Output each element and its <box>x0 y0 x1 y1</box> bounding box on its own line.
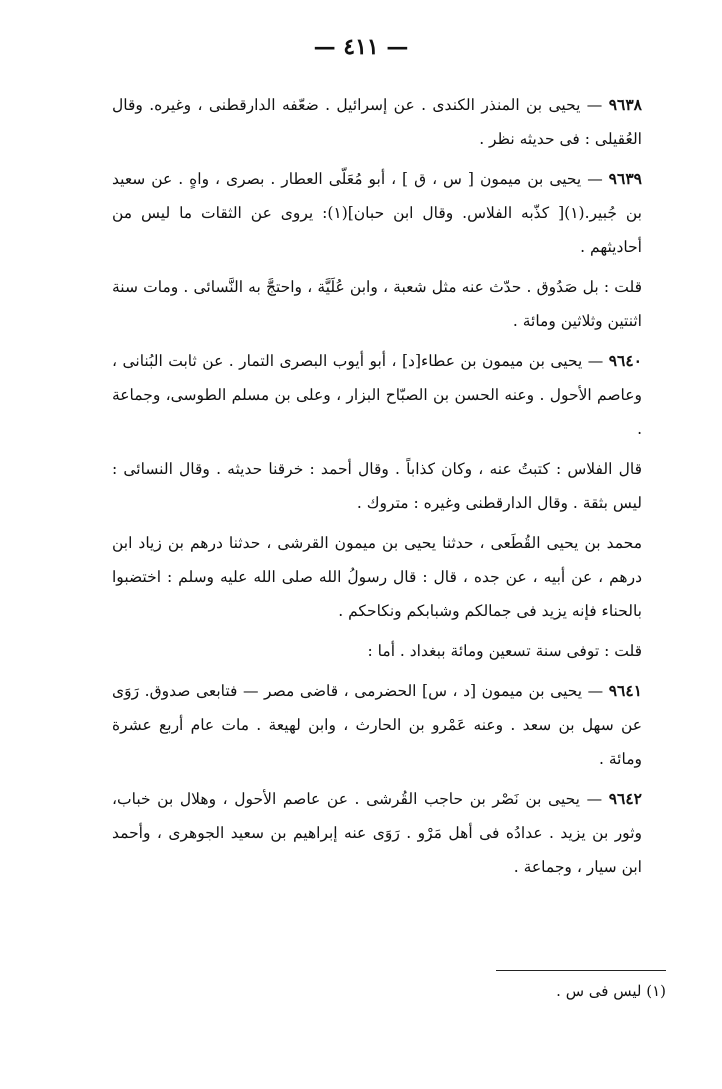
page-number: — ٤١١ — <box>313 34 409 60</box>
entry-text: — يحيى بن نَصْر بن حاجب القُرشى . عن عاصم الأحول ، وهلال بن خباب، وثور بن يزيد . عدادُه فى أهل مَرْو . رَوَى عنه إبراهيم بن سعيد الجوهرى ، وأحمد ابن سيار ، وجماعة . <box>112 790 642 876</box>
entry-9639 <box>112 162 642 264</box>
entry-text: — يحيى بن المنذر الكندى . عن إسرائيل . ضعّفه الدارقطنى ، وغيره. وقال العُقيلى : فى حديثه نظر . <box>112 96 642 148</box>
page-body <box>112 88 642 890</box>
entry-number: ٩٦٤٠ <box>608 351 642 370</box>
comment-paragraph <box>112 634 642 668</box>
quote-paragraph <box>112 452 642 520</box>
entry-text: — يحيى بن ميمون بن عطاء[د] ، أبو أيوب البصرى التمار . عن ثابت البُنانى ، وعاصم الأحول . وعنه الحسن بن الصبّاح البزار ، وعلى بن مسلم الطوسى، وجماعة . <box>112 352 642 438</box>
entry-9642 <box>112 782 642 884</box>
entry-number: ٩٦٤٢ <box>608 789 642 808</box>
comment-paragraph <box>112 270 642 338</box>
entry-number: ٩٦٤١ <box>608 681 642 700</box>
entry-9638 <box>112 88 642 156</box>
entry-number: ٩٦٣٩ <box>608 169 642 188</box>
footnote: (١) ليس فى س . <box>556 982 666 1000</box>
entry-9640 <box>112 344 642 446</box>
entry-number: ٩٦٣٨ <box>608 95 642 114</box>
footnote-divider <box>496 970 666 971</box>
entry-9641 <box>112 674 642 776</box>
paragraph-text: قلت : توفى سنة تسعين ومائة ببغداد . أما : <box>367 642 642 660</box>
paragraph-text: قلت : بل صَدُوق . حدّث عنه مثل شعبة ، وابن عُلَيَّة ، واحتجَّ به النَّسائى . ومات سنة اثنتين وثلاثين ومائة . <box>112 278 642 330</box>
paragraph-text: قال الفلاس : كتبتُ عنه ، وكان كذاباً . وقال أحمد : خرقنا حديثه . وقال النسائى : ليس بثقة . وقال الدارقطنى وغيره : متروك . <box>112 460 642 512</box>
entry-text: — يحيى بن ميمون [د ، س] الحضرمى ، قاضى مصر — فتابعى صدوق. رَوَى عن سهل بن سعد . وعنه عَمْرو بن الحارث ، وابن لهيعة . مات عام أربع عشرة ومائة . <box>112 682 642 768</box>
entry-text: — يحيى بن ميمون [ س ، ق ] ، أبو مُعَلّى العطار . بصرى ، واهٍ . عن سعيد بن جُبير.(١)[ كذّبه الفلاس. وقال ابن حبان](١): يروى عن الثقات ما ليس من أحاديثهم . <box>112 170 642 256</box>
paragraph-text: محمد بن يحيى القُطَعى ، حدثنا يحيى بن ميمون القرشى ، حدثنا درهم بن زياد ابن درهم ، عن أبيه ، عن جده ، قال : قال رسولُ الله صلى الله عليه وسلم : اختضبوا بالحناء فإنه يزيد فى جمالكم وشبابكم ونكاحكم . <box>112 534 642 620</box>
hadith-paragraph <box>112 526 642 628</box>
